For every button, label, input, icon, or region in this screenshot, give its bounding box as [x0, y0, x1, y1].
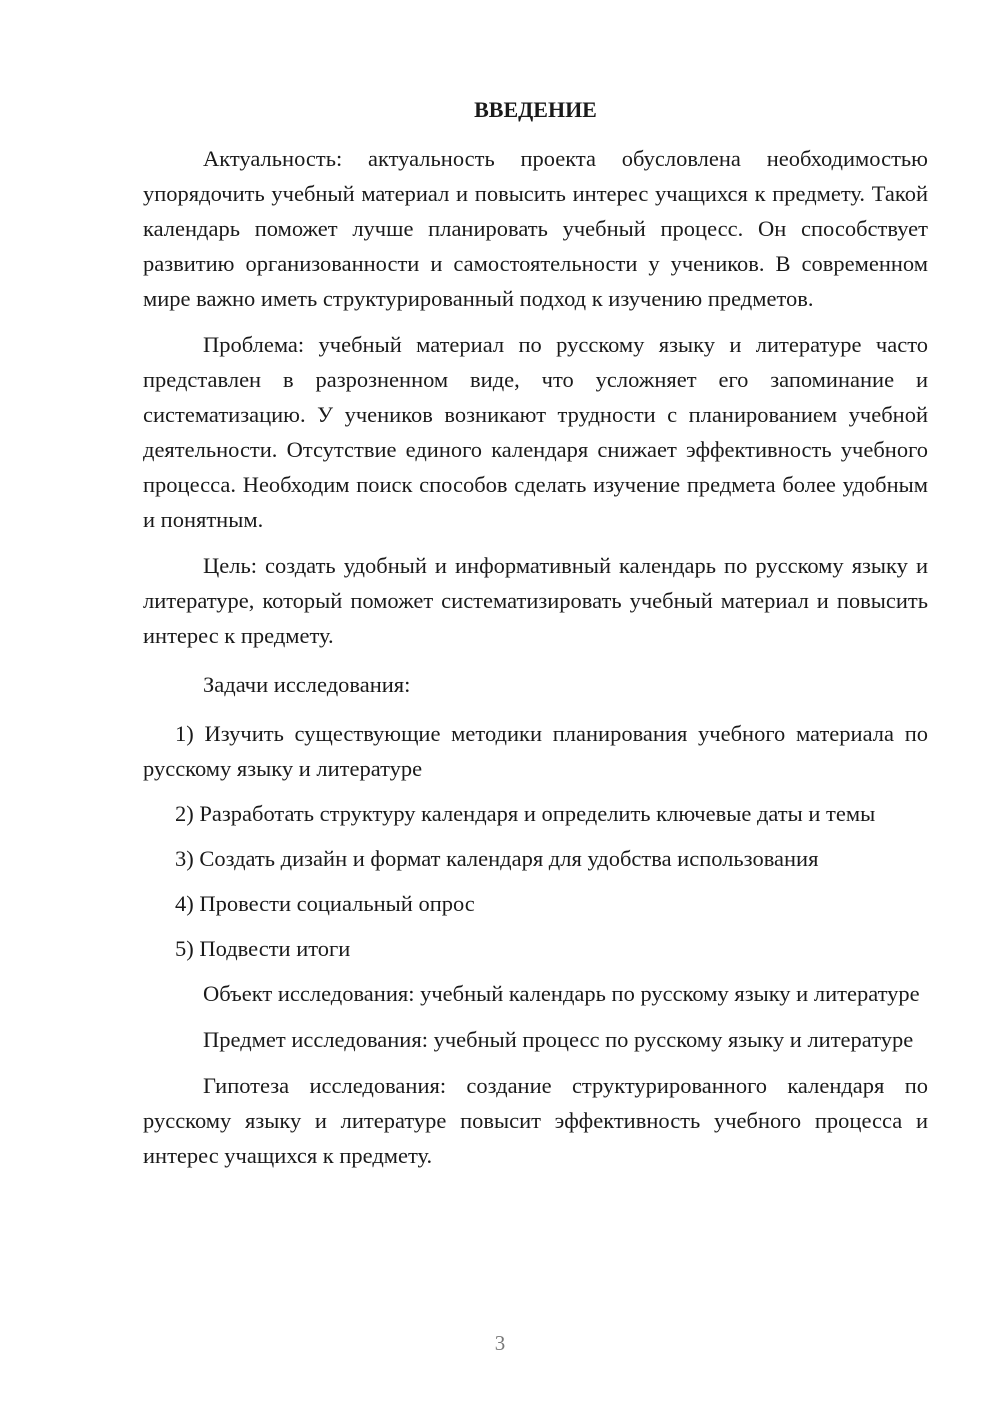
relevance-paragraph: Актуальность: актуальность проекта обусловлена необходимостью упорядочить учебный материал и повысить интерес учащихся к предмету. Такой календарь поможет лучше планировать учебный процесс. Он способствует развитию организованности и самостоятельности у учеников. В современном мире важно иметь структурированный подход к изучению предметов. [143, 146, 928, 311]
document-page [143, 92, 928, 1184]
problem-paragraph: Проблема: учебный материал по русскому языку и литературе часто представлен в разрозненном виде, что усложняет его запоминание и систематизацию. У учеников возникают трудности с планированием учебной деятельности. Отсутствие единого календаря снижает эффективность учебного процесса. Необходим поиск способов сделать изучение предмета более удобным и понятным. [143, 332, 928, 532]
tasks-label: Задачи исследования: [203, 672, 411, 697]
hypothesis-paragraph: Гипотеза исследования: создание структурированного календаря по русскому языку и литературе повысит эффективность учебного процесса и интерес учащихся к предмету. [143, 1073, 928, 1168]
task-item-5: 5) Подвести итоги [175, 936, 351, 961]
subject-paragraph: Предмет исследования: учебный процесс по русскому языку и литературе [203, 1027, 914, 1052]
page-number: 3 [494, 1331, 506, 1355]
task-item-3: 3) Создать дизайн и формат календаря для удобства использования [175, 846, 819, 871]
task-item-4: 4) Провести социальный опрос [175, 891, 475, 916]
tasks-list [143, 716, 928, 966]
task-item-1: 1) Изучить существующие методики планирования учебного материала по русскому языку и литературе [143, 721, 928, 781]
task-item-2: 2) Разработать структуру календаря и определить ключевые даты и темы [175, 801, 876, 826]
object-paragraph: Объект исследования: учебный календарь по русскому языку и литературе [203, 981, 920, 1006]
goal-paragraph: Цель: создать удобный и информативный календарь по русскому языку и литературе, который поможет систематизировать учебный материал и повысить интерес к предмету. [143, 553, 928, 648]
section-title: ВВЕДЕНИЕ [474, 97, 597, 122]
